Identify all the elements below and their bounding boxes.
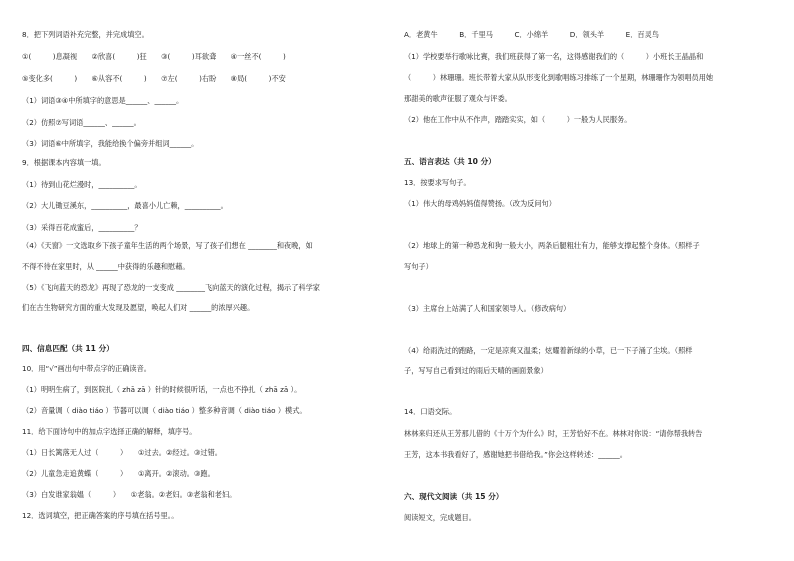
q12-sub2: （2）他在工作中从不作声，踏踏实实，如（ ）一般为人民服务。 — [404, 115, 632, 124]
q9-sub2: （2）大儿锄豆溪东，__________，最喜小儿亡赖，__________。 — [22, 201, 228, 210]
q13-sub2-line1: （2）地球上的第一种恐龙和狗一般大小，两条后腿粗壮有力，能够支撑起整个身体。（照样子 — [404, 241, 700, 250]
q13-sub1: （1）伟大的母鸡妈妈值得赞扬。（改为反问句） — [404, 199, 556, 208]
q8-sub2: （2）仿照⑦写词语______、______。 — [22, 118, 141, 127]
q14-sub1-line2: 王芳，这本书我看好了，感谢她把书借给我。”你会这样转述：______。 — [404, 450, 627, 459]
q9-title: 9．根据课本内容填一填。 — [22, 158, 106, 167]
section-6-heading: 六、现代文阅读（共 15 分） — [404, 492, 504, 501]
q13-title: 13．按要求写句子。 — [404, 178, 471, 187]
q14-title: 14．口语交际。 — [404, 407, 457, 416]
q11-sub2: （2）儿童急走追黄蝶（ ） ①离开。②滚动。③跑。 — [22, 469, 215, 478]
q8-row1: ①( )息凝视 ②欣喜( )狂 ③( )耳欲聋 ④一丝不( ) — [22, 52, 286, 61]
q10-sub1: （1）明明生病了，到医院扎（ zhā zā ）针的时候很听话，一点也不挣扎（ zhā zā ）。 — [22, 385, 302, 394]
section-4-heading: 四、信息匹配（共 11 分） — [22, 344, 114, 353]
q9-sub3: （3）采得百花成蜜后，__________？ — [22, 223, 142, 232]
q13-sub2-line2: 写句子） — [404, 262, 433, 271]
q8-sub1: （1）词语③④中所填字的意思是______、______。 — [22, 96, 184, 105]
q9-sub5-line2: 们在古生物研究方面的重大发现及愿望，唤起人们对 ______的浓厚兴趣。 — [22, 303, 255, 312]
q10-title: 10．用“√”画出句中带点字的正确读音。 — [22, 364, 151, 373]
q12-title: 12．选词填空，把正确答案的序号填在括号里。。 — [22, 511, 179, 520]
q8-title: 8．把下列词语补充完整，并完成填空。 — [22, 30, 149, 39]
q11-title: 11．给下面诗句中的加点字选择正确的解释，填序号。 — [22, 427, 197, 436]
q8-sub3: （3）词语⑥中所填字，我能给换个偏旁并组词______。 — [22, 139, 199, 148]
q11-sub1: （1）日长篱落无人过（ ） ①过去。②经过。③过错。 — [22, 448, 222, 457]
section-5-heading: 五、语言表达（共 10 分） — [404, 157, 496, 166]
q12-sub1-line3: 那甜美的歌声征服了观众与评委。 — [404, 94, 512, 103]
q12-sub1-line1: （1）学校要举行歌咏比赛，我们班获得了第一名，这得感谢我们的（ ）小班长王晶晶和 — [404, 52, 704, 61]
q9-sub4-line1: （4）《天窗》一文选取乡下孩子童年生活的两个场景，写了孩子们想在 ________和夜晚，如 — [22, 241, 313, 250]
q14-sub1-line1: 林林来归还从王芳那儿借的《十万个为什么》时，王芳恰好不在。林林对你说：“请你帮我转告 — [404, 429, 703, 438]
q11-sub3: （3）白发谁家翁媪（ ） ①老翁。②老妇。③老翁和老妇。 — [22, 490, 237, 499]
reading-instruction: 阅读短文，完成题目。 — [404, 513, 476, 522]
q9-sub5-line1: （5）《飞向蓝天的恐龙》再现了恐龙的一支变成 ________飞向蓝天的演化过程，揭示了科学家 — [22, 283, 320, 292]
q13-sub3: （3）主席台上站满了人和国家领导人。（修改病句） — [404, 304, 571, 313]
q9-sub4-line2: 不得不待在家里时，从 ______中获得的乐趣和慰藉。 — [22, 262, 190, 271]
q13-sub4-line1: （4）给雨洗过的跑路，一定是凉爽又温柔；炫耀着新绿的小草，已一下子涌了尘埃。（照样 — [404, 346, 693, 355]
q9-sub1: （1）待到山花烂漫时，__________。 — [22, 180, 142, 189]
q12-sub1-line2: （ ）林珊珊。班长带着大家从队形变化到歌唱练习排练了一个星期，林珊珊作为领唱员用她 — [404, 73, 714, 82]
q12-options: A．老黄牛 B．千里马 C．小绵羊 D．领头羊 E．百灵鸟 — [404, 30, 659, 39]
q10-sub2: （2）音量调（ diào tiáo ）节器可以调（ diào tiáo ）整多种音调（ diào tiáo ）模式。 — [22, 406, 307, 415]
q8-row2: ⑤变化多( ) ⑥从容不( ) ⑦左( )右盼 ⑧局( )不安 — [22, 74, 286, 83]
q13-sub4-line2: 子，写写自己看到过的雨后天晴的画面景象） — [404, 366, 548, 375]
